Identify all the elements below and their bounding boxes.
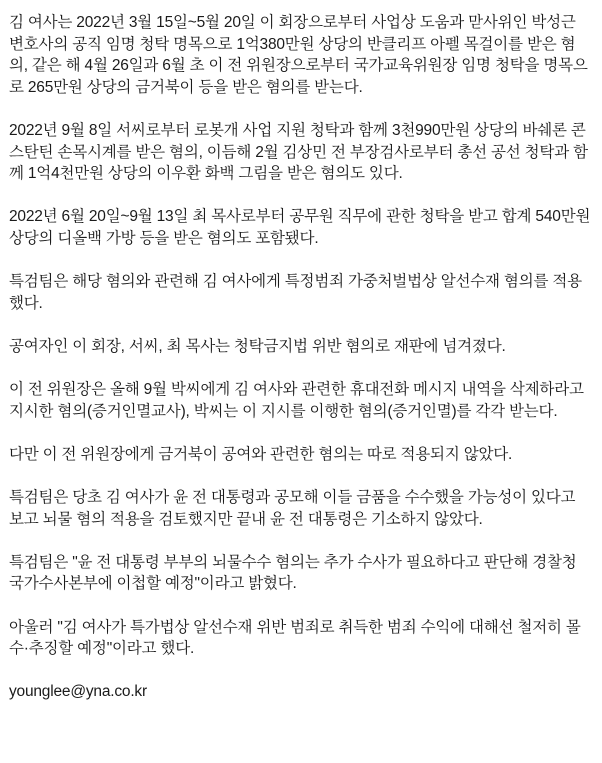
article-paragraph: 김 여사는 2022년 3월 15일~5월 20일 이 회장으로부터 사업상 도움과 맏사위인 박성근 변호사의 공직 임명 청탁 명목으로 1억380만원 상당의 반클리프 아펠 목걸이를 받은 혐의, 같은 해 4월 26일과 6월 초 이 전 위원장으로부터 국가교육위원장 임명 청탁을 명목으로 265만원 상당의 금거북이 등을 받은 혐의를 받는다.: [9, 14, 588, 96]
reporter-email[interactable]: younglee@yna.co.kr: [9, 683, 147, 701]
article-paragraph: 2022년 6월 20일~9월 13일 최 목사로부터 공무원 직무에 관한 청탁을 받고 합계 540만원 상당의 디올백 가방 등을 받은 혐의도 포함됐다.: [9, 208, 591, 247]
article-paragraph: 특검팀은 해당 혐의와 관련해 김 여사에게 특정범죄 가중처벌법상 알선수재 혐의를 적용했다.: [9, 273, 582, 312]
article-paragraph: 특검팀은 당초 김 여사가 윤 전 대통령과 공모해 이들 금품을 수수했을 가능성이 있다고 보고 뇌물 혐의 적용을 검토했지만 끝내 윤 전 대통령은 기소하지 않았다.: [9, 489, 576, 528]
article-paragraph: 이 전 위원장은 올해 9월 박씨에게 김 여사와 관련한 휴대전화 메시지 내역을 삭제하라고 지시한 혐의(증거인멸교사), 박씨는 이 지시를 이행한 혐의(증거인멸)를 각각 받는다.: [9, 381, 584, 420]
reporter-email-line: [9, 681, 593, 703]
article-paragraph: 아울러 "김 여사가 특가법상 알선수재 위반 범죄로 취득한 범죄 수익에 대해선 철저히 몰수·추징할 예정"이라고 했다.: [9, 618, 581, 658]
article-paragraph: 2022년 9월 8일 서씨로부터 로봇개 사업 지원 청탁과 함께 3천990만원 상당의 바쉐론 콘스탄틴 손목시계를 받은 혐의, 이듬해 2월 김상민 전 부장검사로부터 총선 공선 청탁과 함께 1억4천만원 상당의 이우환 화백 그림을 받은 혐의도 있다.: [9, 121, 588, 183]
article-paragraph: 특검팀은 "윤 전 대통령 부부의 뇌물수수 혐의는 추가 수사가 필요하다고 판단해 경찰청 국가수사본부에 이첩할 예정"이라고 밝혔다.: [9, 553, 577, 593]
article-paragraph: 공여자인 이 회장, 서씨, 최 목사는 청탁금지법 위반 혐의로 재판에 넘겨졌다.: [9, 337, 506, 355]
article-paragraph: 다만 이 전 위원장에게 금거북이 공여와 관련한 혐의는 따로 적용되지 않았다.: [9, 445, 513, 463]
